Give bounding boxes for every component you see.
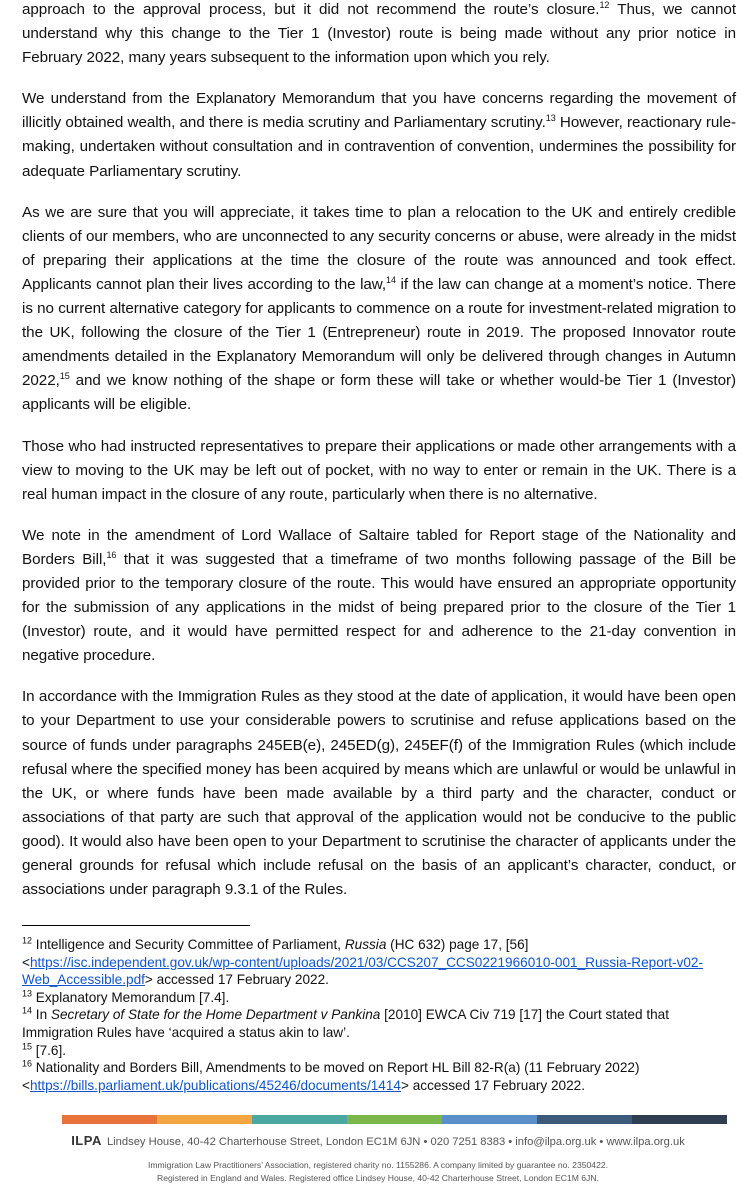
footnote-text: < bbox=[22, 1077, 30, 1093]
footnote-number: 16 bbox=[22, 1058, 33, 1069]
ilpa-logo-text: ILPA bbox=[71, 1133, 102, 1148]
color-bar-segment bbox=[442, 1115, 537, 1124]
footer-contact-line bbox=[0, 1132, 756, 1151]
paragraph-text: Thus, we cannot understand why this change to the Tier 1 (Investor) route is being made without any prior notice in February 2022, many years subsequent to the information upon which you rely. bbox=[22, 1, 736, 67]
color-bar-segment bbox=[62, 1115, 157, 1124]
paragraph-text: However, reactionary rule-making, undertaken without consultation and in contravention of convention, undermines the possibility for adequate Parliamentary scrutiny. bbox=[22, 114, 736, 180]
footnote-text: [2010] EWCA Civ 719 [17] the Court stated that Immigration Rules have ‘acquired a status akin to law’. bbox=[22, 1007, 669, 1040]
paragraph-3 bbox=[22, 201, 736, 418]
paragraph-4: Those who had instructed representatives to prepare their applications or made other arrangements with a view to moving to the UK may be left out of pocket, with no way to enter or remain in the UK. There is a real human impact in the closure of any route, particularly when there is no alternative. bbox=[22, 437, 736, 503]
color-bar-segment bbox=[632, 1115, 727, 1124]
footnote-text: Intelligence and Security Committee of Parliament, bbox=[32, 937, 345, 952]
footnote-12 bbox=[22, 936, 736, 989]
footnote-italic: Secretary of State for the Home Department v Pankina bbox=[50, 1007, 381, 1023]
paragraph-text: that it was suggested that a timeframe of two months following passage of the Bill be provided prior to the temporary closure of the route. This would have ensured an appropriate opportunity for the submission of any applications in the midst of being prepared prior to the closure of the Tier 1 (Investor) route, and it would have permitted respect for and adherence to the 21-day convention in negative procedure. bbox=[22, 550, 736, 665]
footnotes bbox=[22, 936, 736, 1094]
footnote-text: > accessed 17 February 2022. bbox=[144, 972, 329, 988]
footnote-ref-15[interactable]: 15 bbox=[59, 371, 70, 382]
footnote-14 bbox=[22, 1006, 736, 1041]
footnote-number: 12 bbox=[22, 935, 33, 946]
footnote-number: 15 bbox=[22, 1041, 33, 1052]
paragraph-6: In accordance with the Immigration Rules as they stood at the date of application, it would have been open to your Department to use your considerable powers to scrutinise and refuse applications based on the source of funds under paragraphs 245EB(e), 245ED(g), 245EF(f) of the Immigration Rules (which include refusal where the specified money has been acquired by means which are unlawful or would be unlawful in the UK, or where funds have been made available by a third party and the character, conduct or associations of that party are such that approval of the application would not be conducive to the public good). It would also have been open to your Department to scrutinise the character of applicants under the general grounds for refusal which include refusal on the basis of an applicant’s character, conduct, or associations under paragraph 9.3.1 of the Rules. bbox=[22, 688, 736, 899]
footnote-divider bbox=[22, 925, 250, 926]
footnote-text: [7.6]. bbox=[32, 1042, 67, 1058]
paragraph-5 bbox=[22, 524, 736, 669]
footnote-link[interactable]: https://bills.parliament.uk/publications/45246/documents/1414 bbox=[29, 1077, 401, 1093]
footnote-link[interactable]: https://isc.independent.gov.uk/wp-content/uploads/2021/03/CCS207_CCS0221966010-001_Russia-Report-v02-Web_Accessible.pdf bbox=[22, 954, 704, 988]
footnote-italic: Russia bbox=[344, 937, 387, 952]
letter-body bbox=[22, 0, 736, 919]
paragraph-1 bbox=[22, 0, 736, 70]
footnote-text: Explanatory Memorandum [7.4]. bbox=[32, 989, 230, 1005]
footnote-ref-12[interactable]: 12 bbox=[599, 0, 610, 10]
footnote-text: Nationality and Borders Bill, Amendments to be moved on Report HL Bill 82-R(a) (11 February 2022) bbox=[32, 1060, 640, 1076]
color-bar-segment bbox=[347, 1115, 442, 1124]
footnote-number: 14 bbox=[22, 1005, 33, 1016]
paragraph-text: approach to the approval process, but it did not recommend the route’s closure. bbox=[22, 1, 600, 18]
footnote-text: In bbox=[32, 1007, 51, 1023]
footer-registered-line: Registered in England and Wales. Registered office Lindsey House, 40-42 Charterhouse Street, London EC1M 6JN. bbox=[157, 1173, 599, 1183]
letterhead-footer bbox=[0, 1132, 756, 1185]
footnote-ref-16[interactable]: 16 bbox=[106, 549, 117, 560]
footnote-15 bbox=[22, 1042, 736, 1060]
footer-color-bar bbox=[62, 1115, 727, 1124]
footnote-text: > accessed 17 February 2022. bbox=[401, 1077, 586, 1093]
color-bar-segment bbox=[537, 1115, 632, 1124]
color-bar-segment bbox=[157, 1115, 252, 1124]
paragraph-text: As we are sure that you will appreciate, it takes time to plan a relocation to the UK and entirely credible clients of our members, who are unconnected to any security concerns or abuse, were already in the midst of preparing their applications at the time the closure of the route was announced and took effect. Applicants cannot plan their lives according to the law, bbox=[22, 203, 736, 293]
footer-address: Lindsey House, 40-42 Charterhouse Street, London EC1M 6JN • 020 7251 8383 • info@ilpa.org.uk • www.ilpa.org.uk bbox=[106, 1136, 685, 1148]
paragraph-text: We note in the amendment of Lord Wallace of Saltaire tabled for Report stage of the Nationality and Borders Bill, bbox=[22, 526, 736, 568]
footer-charity-line: Immigration Law Practitioners’ Association, registered charity no. 1155286. A company limited by guarantee no. 2350422. bbox=[147, 1160, 609, 1170]
paragraph-text: and we know nothing of the shape or form these will take or whether would-be Tier 1 (Investor) applicants will be eligible. bbox=[22, 372, 736, 414]
color-bar-segment bbox=[252, 1115, 347, 1124]
footnote-number: 13 bbox=[22, 988, 33, 999]
paragraph-text: We understand from the Explanatory Memorandum that you have concerns regarding the movement of illicitly obtained wealth, and there is media scrutiny and Parliamentary scrutiny. bbox=[22, 90, 736, 132]
footnote-text: (HC 632) page 17, [56] bbox=[386, 937, 529, 952]
footnote-16 bbox=[22, 1059, 736, 1094]
paragraph-text: if the law can change at a moment’s notice. There is no current alternative category for applicants to commence on a route for investment-related migration to the UK, following the closure of the Tier 1 (Entrepreneur) route in 2019. The proposed Innovator route amendments detailed in the Explanatory Memorandum will only be delivered through changes in Autumn 2022, bbox=[22, 275, 736, 390]
paragraph-2 bbox=[22, 87, 736, 183]
footnote-ref-14[interactable]: 14 bbox=[386, 274, 396, 285]
footnote-ref-13[interactable]: 13 bbox=[545, 113, 556, 124]
footnote-13 bbox=[22, 989, 736, 1007]
footnote-text: < bbox=[22, 954, 30, 970]
